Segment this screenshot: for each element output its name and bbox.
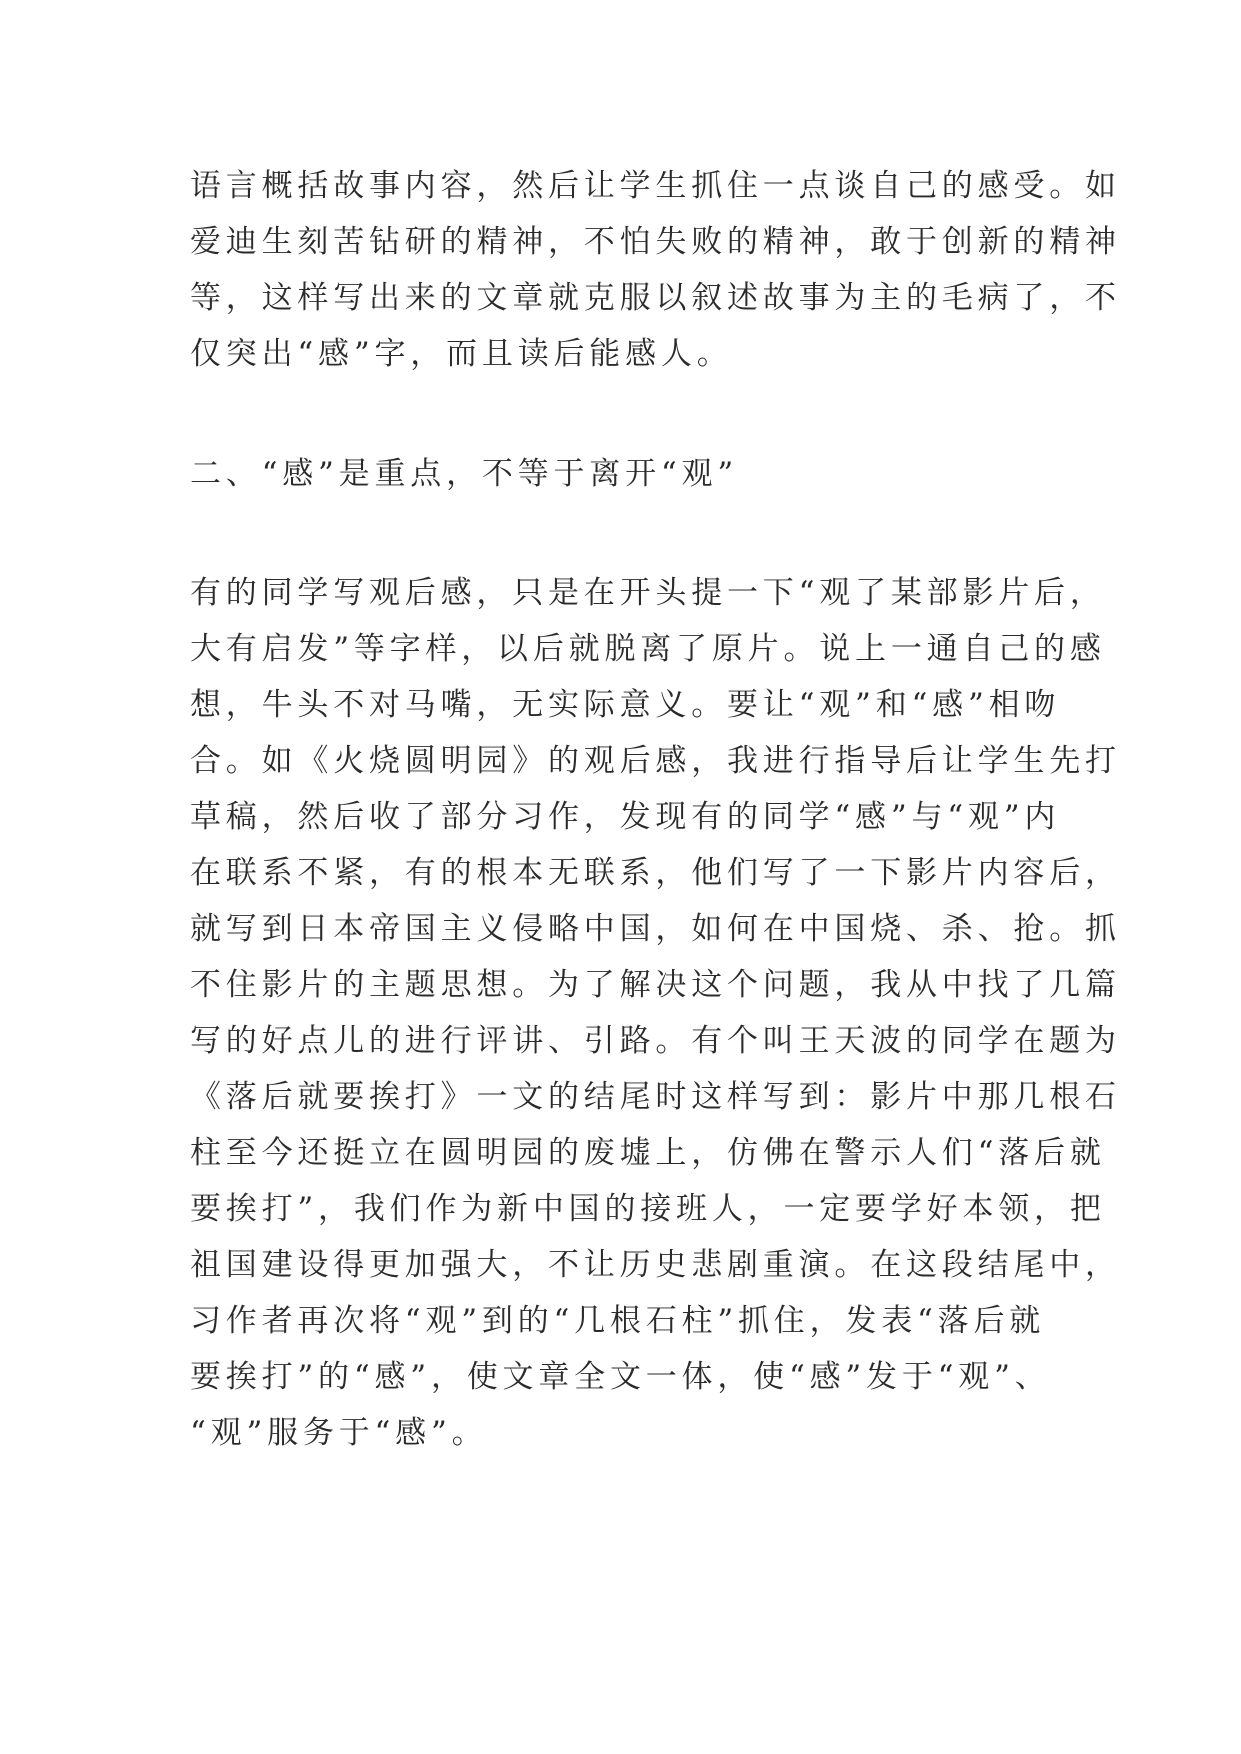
paragraph-1-line: 爱迪生刻苦钻研的精神，不怕失败的精神，敢于创新的精神 (190, 224, 1121, 260)
paragraph-1-line: 语言概括故事内容，然后让学生抓住一点谈自己的感受。如 (190, 168, 1121, 204)
paragraph-2-line: 不住影片的主题思想。为了解决这个问题，我从中找了几篇 (190, 967, 1121, 1003)
paragraph-2-line: 《落后就要挨打》一文的结尾时这样写到：影片中那几根石 (190, 1079, 1121, 1115)
section-heading-text: 二、“感”是重点，不等于离开“观” (190, 456, 738, 492)
paragraph-2-line: 写的好点儿的进行评讲、引路。有个叫王天波的同学在题为 (190, 1023, 1121, 1059)
paragraph-2-line: 在联系不紧，有的根本无联系，他们写了一下影片内容后， (190, 855, 1121, 891)
paragraph-1-line: 仅突出“感”字，而且读后能感人。 (190, 336, 733, 372)
section-heading (190, 446, 1060, 502)
paragraph-2-line: 就写到日本帝国主义侵略中国，如何在中国烧、杀、抢。抓 (190, 911, 1121, 947)
paragraph-2-line: 要挨打”的“感”，使文章全文一体，使“感”发于“观”、 (190, 1359, 1051, 1395)
paragraph-2-line: 祖国建设得更加强大，不让历史悲剧重演。在这段结尾中， (190, 1247, 1121, 1283)
paragraph-2-line: 要挨打”，我们作为新中国的接班人，一定要学好本领，把 (190, 1191, 1106, 1227)
paragraph-2-line: 柱至今还挺立在圆明园的废墟上，仿佛在警示人们“落后就 (190, 1135, 1106, 1171)
paragraph-2-line: 习作者再次将“观”到的“几根石柱”抓住，发表“落后就 (190, 1303, 1046, 1339)
paragraph-1 (190, 158, 1121, 382)
paragraph-2-line: 合。如《火烧圆明园》的观后感，我进行指导后让学生先打 (190, 743, 1121, 779)
paragraph-2 (190, 565, 1121, 1461)
paragraph-2-line: 草稿，然后收了部分习作，发现有的同学“感”与“观”内 (190, 799, 1061, 835)
paragraph-1-line: 等，这样写出来的文章就克服以叙述故事为主的毛病了，不 (190, 280, 1121, 316)
paragraph-2-line: 想，牛头不对马嘴，无实际意义。要让“观”和“感”相吻 (190, 687, 1061, 723)
paragraph-2-line: 大有启发”等字样，以后就脱离了原片。说上一通自己的感 (190, 631, 1106, 667)
paragraph-2-line: “观”服务于“感”。 (190, 1415, 488, 1451)
paragraph-2-line: 有的同学写观后感，只是在开头提一下“观了某部影片后， (190, 575, 1106, 611)
